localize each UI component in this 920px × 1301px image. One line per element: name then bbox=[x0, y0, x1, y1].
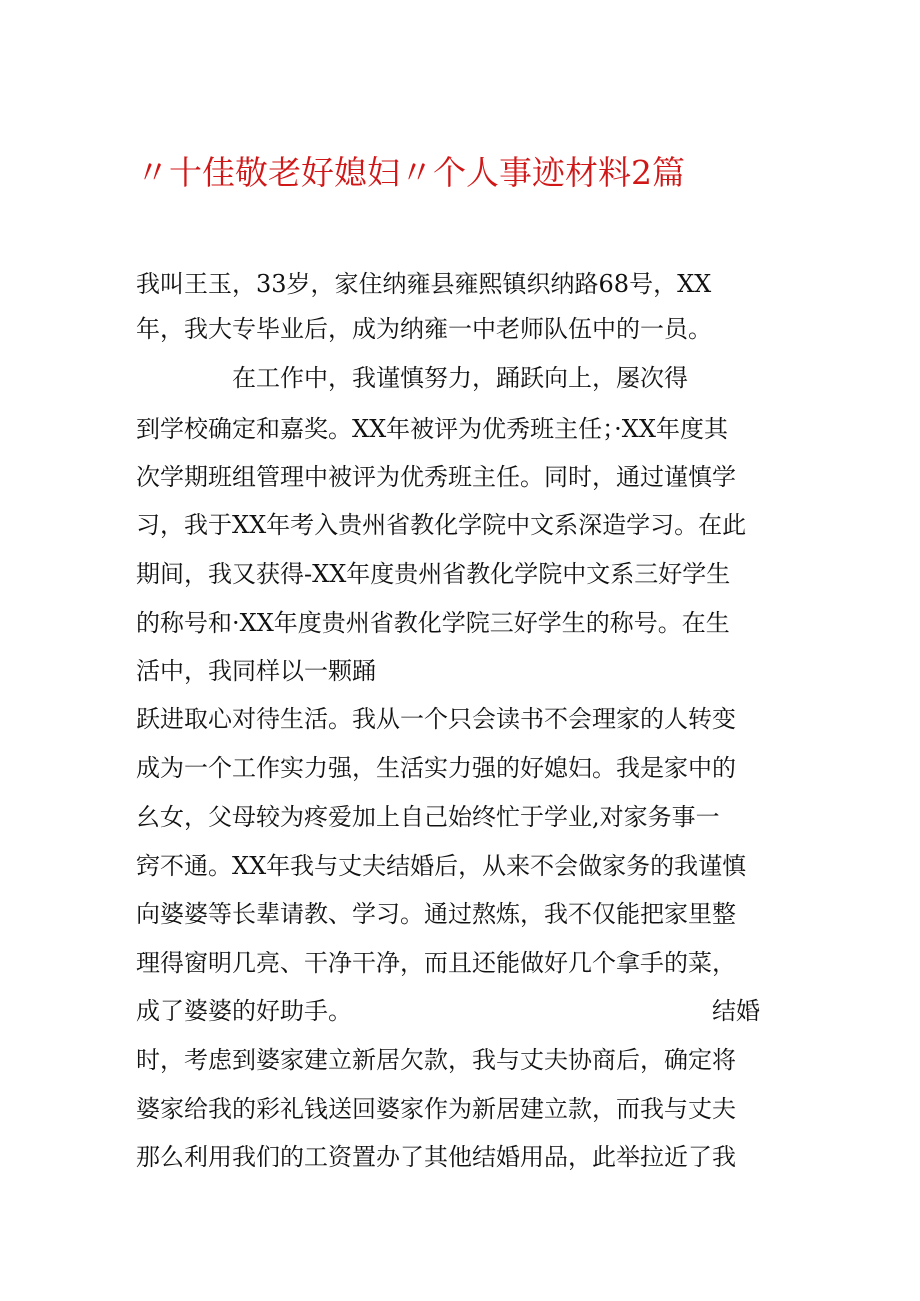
body-line-17: 时，考虑到婆家建立新居欠款，我与丈夫协商后，确定将 bbox=[136, 1046, 736, 1074]
body-line-7: 期间，我又获得-XX年度贵州省教化学院中文系三好学生 bbox=[136, 560, 731, 588]
body-line-10: 跃进取心对待生活。我从一个只会读书不会理家的人转变 bbox=[136, 705, 736, 733]
body-line-4: 到学校确定和嘉奖。XX年被评为优秀班主任；·XX年度其 bbox=[136, 415, 728, 443]
body-line-9: 活中，我同样以一颗踊 bbox=[136, 657, 376, 685]
body-line-1: 我叫王玉，33岁，家住纳雍县雍熙镇织纳路68号，XX bbox=[136, 270, 712, 298]
body-line-13: 窍不通。XX年我与丈夫结婚后，从来不会做家务的我谨慎 bbox=[136, 852, 747, 880]
body-line-12: 幺女，父母较为疼爱加上自己始终忙于学业,对家务事一 bbox=[136, 803, 720, 831]
body-line-16-right: 结婚 bbox=[712, 997, 760, 1025]
body-line-11: 成为一个工作实力强，生活实力强的好媳妇。我是家中的 bbox=[136, 754, 736, 782]
body-line-5: 次学期班组管理中被评为优秀班主任。同时，通过谨慎学 bbox=[136, 463, 736, 491]
body-line-3: 在工作中，我谨慎努力，踊跃向上，屡次得 bbox=[232, 364, 688, 392]
document-title: 〃十佳敬老好媳妇〃个人事迹材料2篇 bbox=[136, 153, 685, 192]
body-line-16: 成了婆婆的好助手。 bbox=[136, 997, 352, 1025]
body-line-18: 婆家给我的彩礼钱送回婆家作为新居建立款，而我与丈夫 bbox=[136, 1095, 736, 1123]
body-line-14: 向婆婆等长辈请教、学习。通过熬炼，我不仅能把家里整 bbox=[136, 900, 736, 928]
body-line-19: 那么利用我们的工资置办了其他结婚用品，此举拉近了我 bbox=[136, 1143, 736, 1171]
body-line-2: 年，我大专毕业后，成为纳雍一中老师队伍中的一员。 bbox=[136, 315, 712, 343]
body-line-8: 的称号和·XX年度贵州省教化学院三好学生的称号。在生 bbox=[136, 609, 730, 637]
body-line-15: 理得窗明几亮、干净干净，而且还能做好几个拿手的菜， bbox=[136, 949, 736, 977]
body-line-6: 习，我于XX年考入贵州省教化学院中文系深造学习。在此 bbox=[136, 511, 747, 539]
